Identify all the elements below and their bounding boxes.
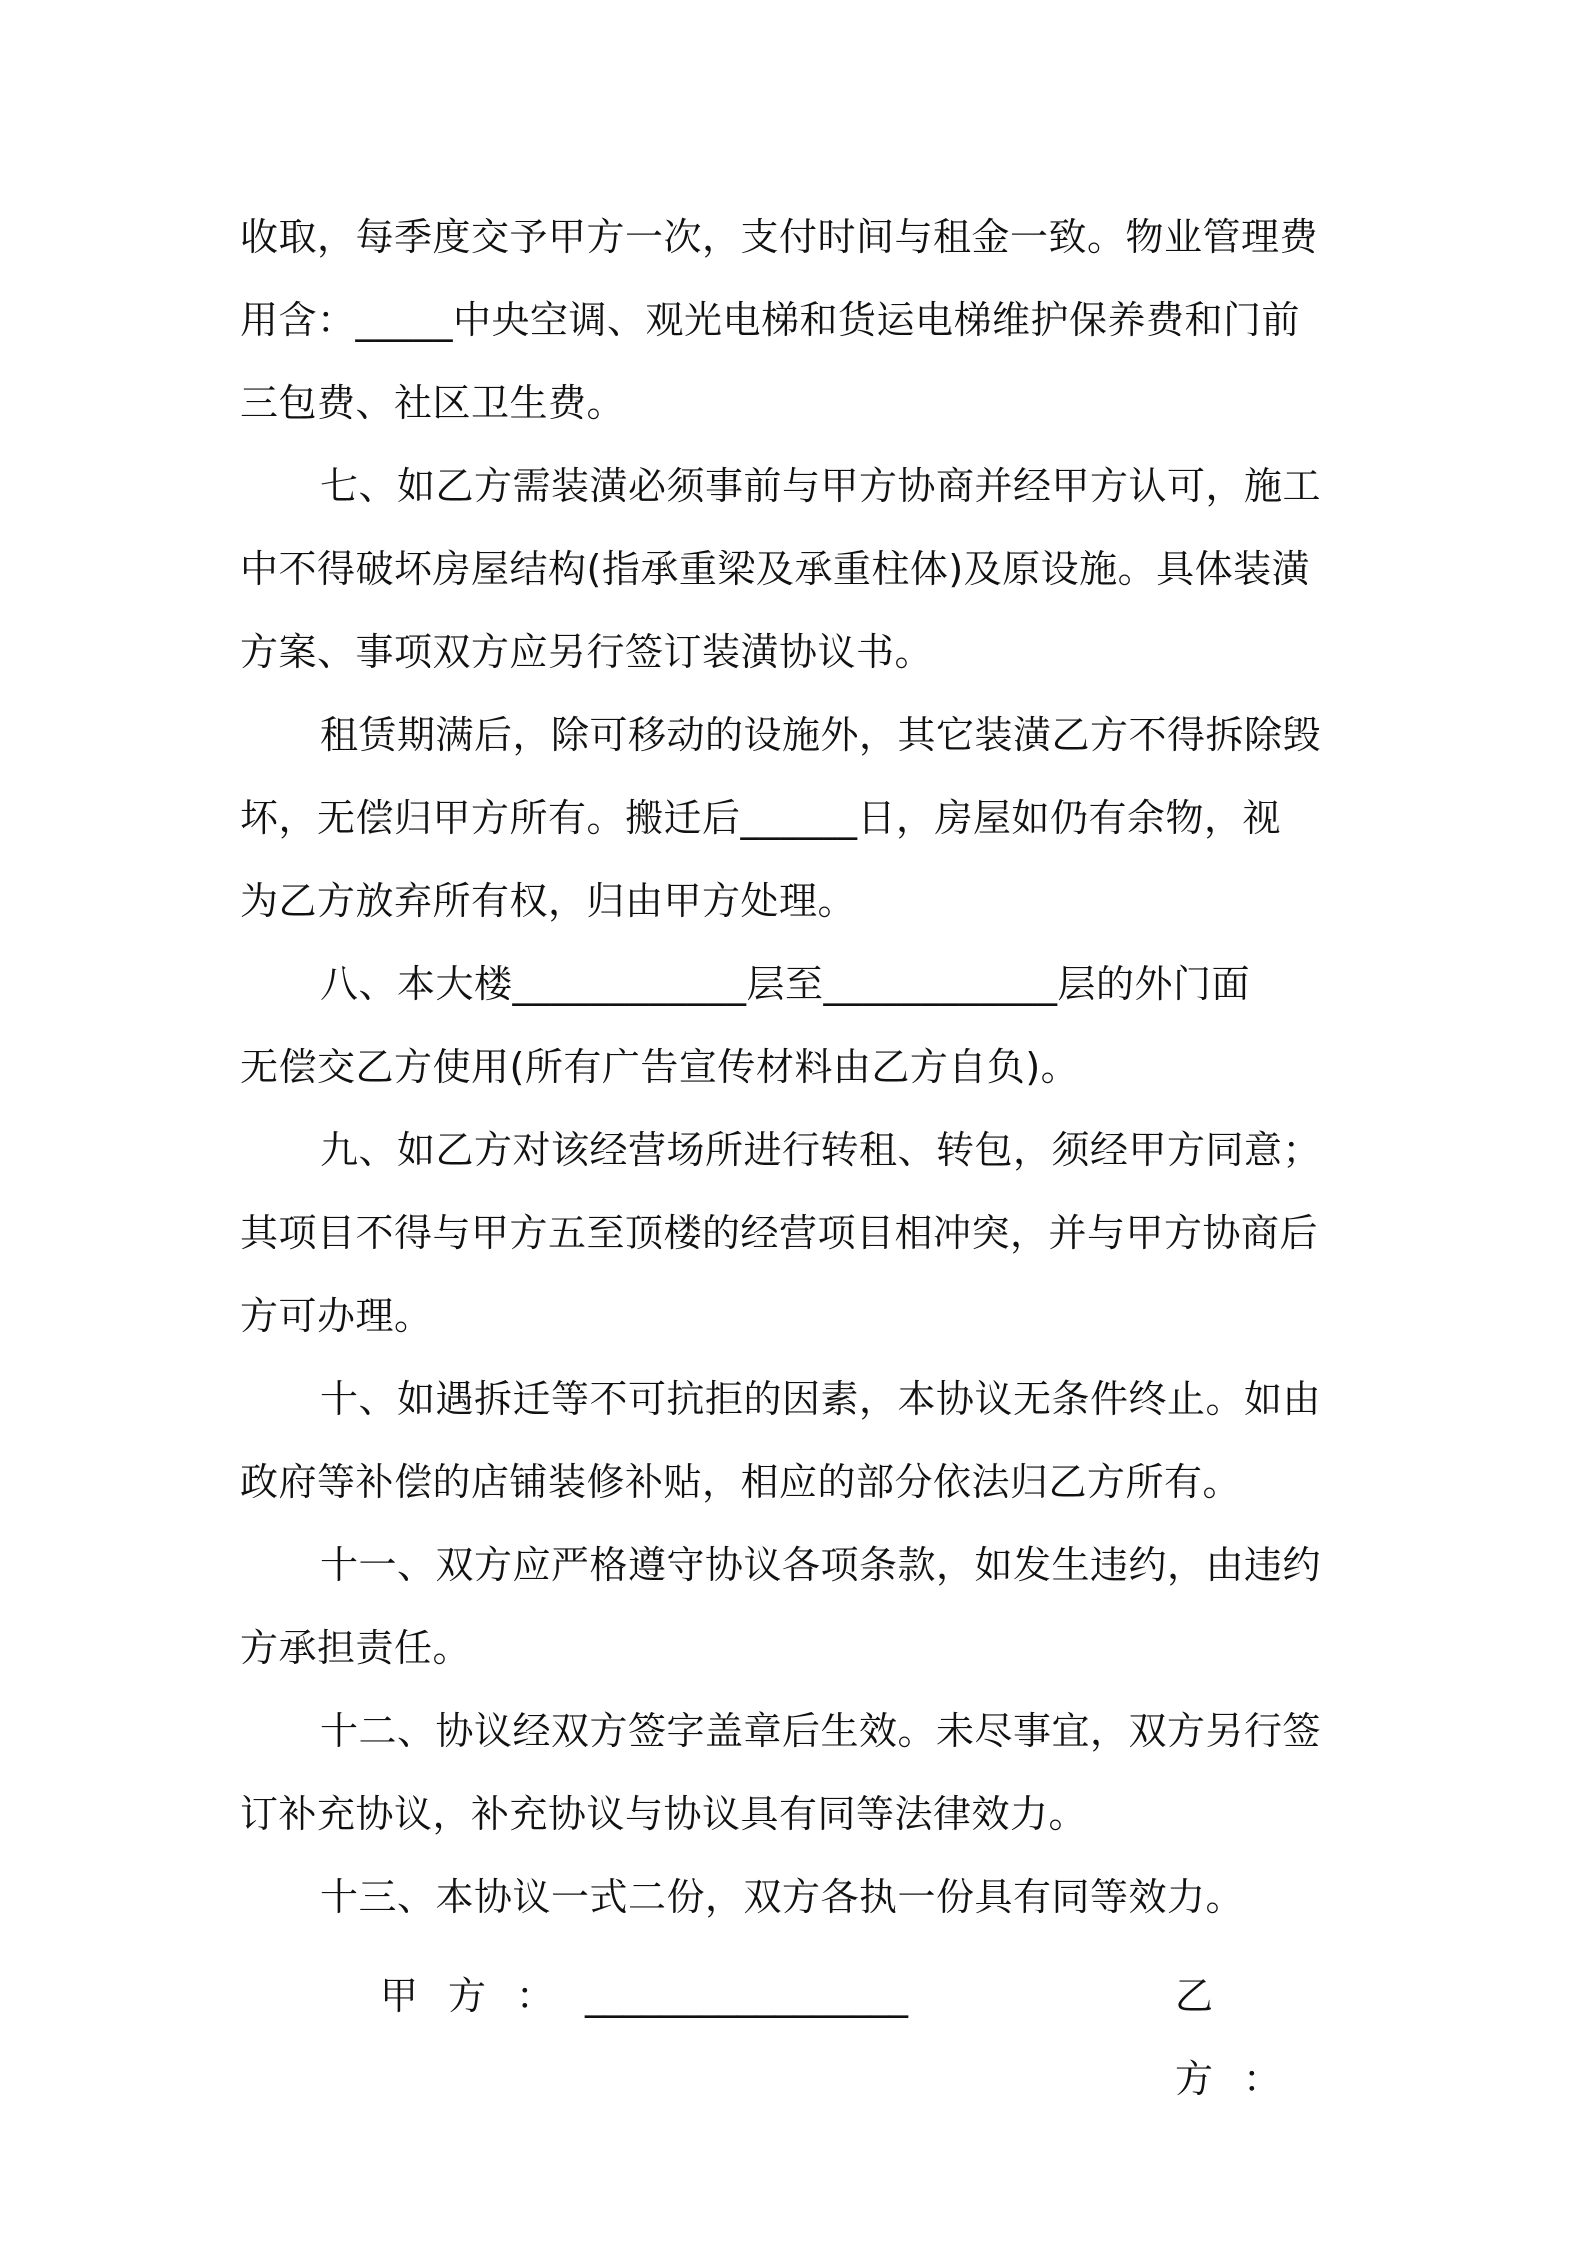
paragraph-lease-expiry <box>240 694 1360 943</box>
text-line: 十三、本协议一式二份，双方各执一份具有同等效力。 <box>320 1875 1245 1919</box>
paragraph-clause-10 <box>240 1358 1360 1524</box>
text-line: 十一、双方应严格遵守协议各项条款，如发生违约，由违约 <box>320 1543 1322 1587</box>
text-line: 其项目不得与甲方五至顶楼的经营项目相冲突，并与甲方协商后 <box>240 1211 1319 1255</box>
text-line: 方可办理。 <box>240 1294 433 1338</box>
text-line: 为乙方放弃所有权，归由甲方处理。 <box>240 879 857 923</box>
party-a-signature-blank: _________________ <box>585 1974 908 2018</box>
text-line: 订补充协议，补充协议与协议具有同等法律效力。 <box>240 1792 1088 1836</box>
text-line: 政府等补偿的店铺装修补贴，相应的部分依法归乙方所有。 <box>240 1460 1242 1504</box>
text-line: 八、本大楼____________层至____________层的外门面 <box>320 962 1251 1006</box>
text-line: 十二、协议经双方签字盖章后生效。未尽事宜，双方另行签 <box>320 1709 1322 1753</box>
text-line: 收取，每季度交予甲方一次，支付时间与租金一致。物业管理费 <box>240 215 1319 259</box>
paragraph-clause-8 <box>240 943 1360 1109</box>
paragraph-clause-11 <box>240 1524 1360 1690</box>
paragraph-clause-12 <box>240 1690 1360 1856</box>
document-body <box>240 196 1360 1939</box>
paragraph-property-fee <box>240 196 1360 445</box>
text-line: 七、如乙方需装潢必须事前与甲方协商并经甲方认可，施工 <box>320 464 1322 508</box>
text-line: 坏，无偿归甲方所有。搬迁后______日，房屋如仍有余物，视 <box>240 796 1282 840</box>
signature-row <box>240 1955 1360 2101</box>
text-line: 九、如乙方对该经营场所进行转租、转包，须经甲方同意； <box>320 1128 1322 1172</box>
text-line: 用含：_____中央空调、观光电梯和货运电梯维护保养费和门前 <box>240 298 1301 342</box>
paragraph-clause-13 <box>240 1856 1360 1939</box>
text-line: 租赁期满后，除可移动的设施外，其它装潢乙方不得拆除毁 <box>320 713 1322 757</box>
text-line: 中不得破坏房屋结构(指承重梁及承重柱体)及原设施。具体装潢 <box>240 547 1311 591</box>
text-line: 无偿交乙方使用(所有广告宣传材料由乙方自负)。 <box>240 1045 1080 1089</box>
party-a-label: 甲方： <box>380 1974 585 2018</box>
paragraph-clause-9 <box>240 1109 1360 1358</box>
text-line: 方案、事项双方应另行签订装潢协议书。 <box>240 630 934 674</box>
text-line: 三包费、社区卫生费。 <box>240 381 626 425</box>
text-line: 方承担责任。 <box>240 1626 472 1670</box>
text-line: 十、如遇拆迁等不可抗拒的因素，本协议无条件终止。如由 <box>320 1377 1322 1421</box>
paragraph-clause-7 <box>240 445 1360 694</box>
party-b-label: 乙方： <box>1175 1974 1312 2101</box>
